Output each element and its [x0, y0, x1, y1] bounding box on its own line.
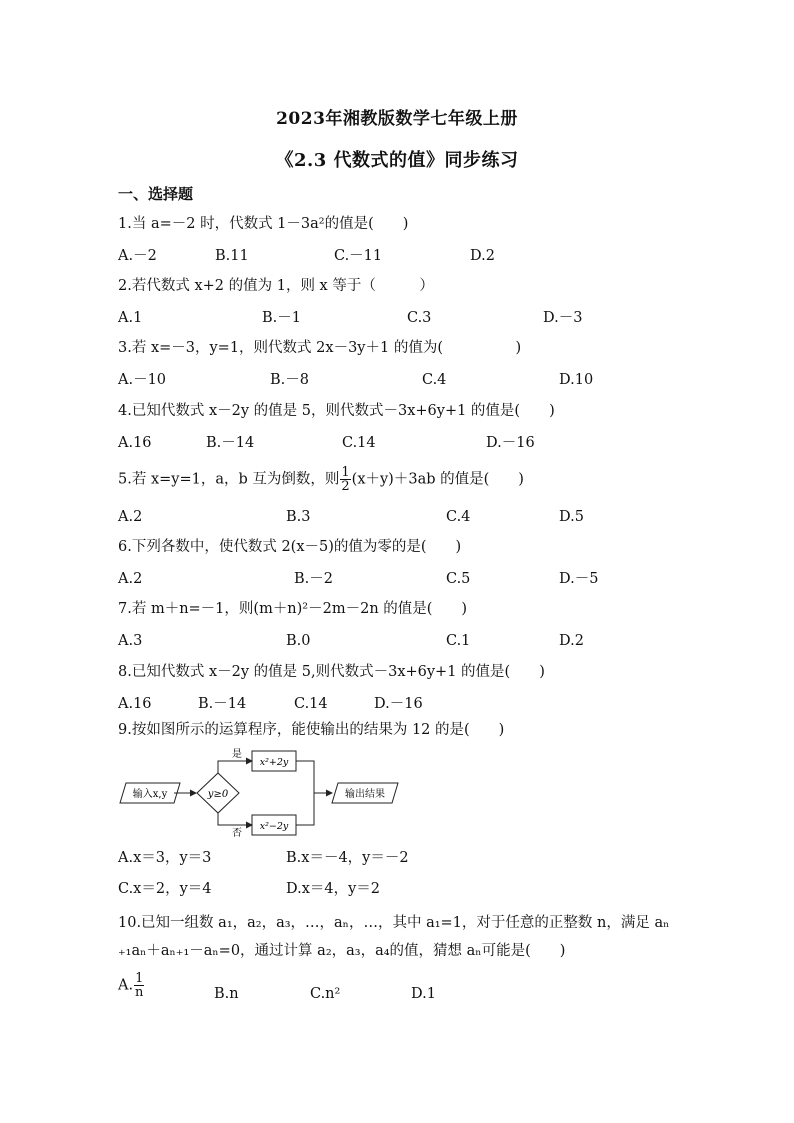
flowchart-no-label: 否 — [232, 828, 242, 837]
question-4-option-b: B.－14 — [206, 435, 255, 451]
question-9-option-c: C.x＝2，y＝4 — [118, 881, 212, 897]
question-10-option-a-prefix: A. — [118, 977, 134, 994]
question-4-option-d: D.－16 — [486, 435, 535, 451]
question-9-option-a: A.x＝3，y＝3 — [118, 850, 212, 866]
question-2-stem: 2.若代数式 x+2 的值为 1，则 x 等于（ ） — [118, 278, 434, 294]
question-3-option-c: C.4 — [422, 372, 447, 388]
question-4-stem: 4.已知代数式 x－2y 的值是 5，则代数式－3x+6y+1 的值是( ) — [118, 403, 555, 419]
question-1-option-c: C.－11 — [334, 248, 383, 264]
question-1-stem: 1.当 a=－2 时，代数式 1－3a²的值是( ) — [118, 216, 409, 232]
document-subtitle: 《2.3 代数式的值》同步练习 — [275, 150, 519, 171]
question-3-stem: 3.若 x=－3，y=1，则代数式 2x－3y＋1 的值为( ) — [118, 340, 522, 356]
question-10-option-a — [118, 972, 145, 999]
question-5-option-d: D.5 — [559, 509, 584, 525]
question-9-stem: 9.按如图所示的运算程序，能使输出的结果为 12 的是( ) — [118, 722, 505, 738]
fraction-one-over-n — [134, 972, 144, 999]
section-title: 一、选择题 — [118, 185, 194, 203]
question-7-option-d: D.2 — [559, 633, 584, 649]
flowchart-top-expr: x²+2y — [259, 757, 289, 768]
fraction-numerator: 1 — [341, 465, 350, 480]
question-7-option-c: C.1 — [446, 633, 471, 649]
question-1-option-a: A.－2 — [118, 248, 157, 264]
fraction-denominator: 2 — [341, 479, 350, 494]
question-3-option-d: D.10 — [559, 372, 594, 388]
fraction-numerator: 1 — [135, 971, 144, 986]
flowchart-bottom-expr: x²−2y — [259, 821, 289, 832]
question-5-stem-pre: 5.若 x=y=1，a，b 互为倒数，则 — [118, 471, 340, 488]
question-5-stem — [118, 466, 524, 493]
question-6-option-a: A.2 — [118, 571, 143, 587]
question-2-option-b: B.－1 — [262, 310, 301, 326]
question-7-stem: 7.若 m＋n=－1，则(m＋n)²－2m－2n 的值是( ) — [118, 601, 468, 617]
flowchart-condition: y≥0 — [207, 789, 229, 800]
question-5-stem-post: (x＋y)＋3ab 的值是( ) — [351, 471, 524, 488]
question-5-option-b: B.3 — [286, 509, 311, 525]
question-2-option-c: C.3 — [407, 310, 432, 326]
question-10-option-d: D.1 — [411, 986, 436, 1002]
question-10-option-b: B.n — [214, 986, 239, 1002]
fraction-one-half — [340, 466, 350, 493]
question-8-option-b: B.－14 — [198, 696, 247, 712]
question-4-option-c: C.14 — [342, 435, 376, 451]
fraction-denominator: n — [135, 985, 144, 1000]
question-7-option-b: B.0 — [286, 633, 311, 649]
question-1-option-b: B.11 — [215, 248, 249, 264]
question-8-stem: 8.已知代数式 x－2y 的值是 5,则代数式－3x+6y+1 的值是( ) — [118, 664, 545, 680]
question-2-option-d: D.－3 — [543, 310, 583, 326]
question-6-option-c: C.5 — [446, 571, 471, 587]
question-6-option-b: B.－2 — [294, 571, 333, 587]
question-1-option-d: D.2 — [470, 248, 495, 264]
question-10-stem-line1: 10.已知一组数 a₁，a₂，a₃，…，aₙ，…，其中 a₁=1，对于任意的正整数 n，满足 aₙ — [118, 915, 670, 931]
flowchart-yes-label: 是 — [232, 749, 242, 760]
question-3-option-a: A.－10 — [118, 372, 167, 388]
document-title: 2023年湘教版数学七年级上册 — [276, 109, 518, 129]
question-6-stem: 6.下列各数中，使代数式 2(x－5)的值为零的是( ) — [118, 539, 462, 555]
question-2-option-a: A.1 — [118, 310, 143, 326]
flowchart-input-label: 输入x,y — [132, 789, 168, 800]
question-10-option-c: C.n² — [310, 986, 341, 1002]
question-5-option-a: A.2 — [118, 509, 143, 525]
flowchart-output-label: 输出结果 — [345, 789, 385, 800]
question-3-option-b: B.－8 — [270, 372, 309, 388]
question-9-option-d: D.x＝4，y＝2 — [286, 881, 381, 897]
question-5-option-c: C.4 — [446, 509, 471, 525]
question-6-option-d: D.－5 — [559, 571, 599, 587]
question-8-option-a: A.16 — [118, 696, 152, 712]
question-4-option-a: A.16 — [118, 435, 152, 451]
question-10-stem-line2: ₊₁aₙ＋aₙ₊₁－aₙ=0，通过计算 a₂，a₃，a₄的值，猜想 aₙ可能是( ) — [118, 943, 566, 959]
question-8-option-d: D.－16 — [374, 696, 423, 712]
flowchart-diagram — [118, 745, 418, 837]
question-8-option-c: C.14 — [294, 696, 328, 712]
question-9-option-b: B.x＝－4，y＝－2 — [286, 850, 409, 866]
question-7-option-a: A.3 — [118, 633, 143, 649]
